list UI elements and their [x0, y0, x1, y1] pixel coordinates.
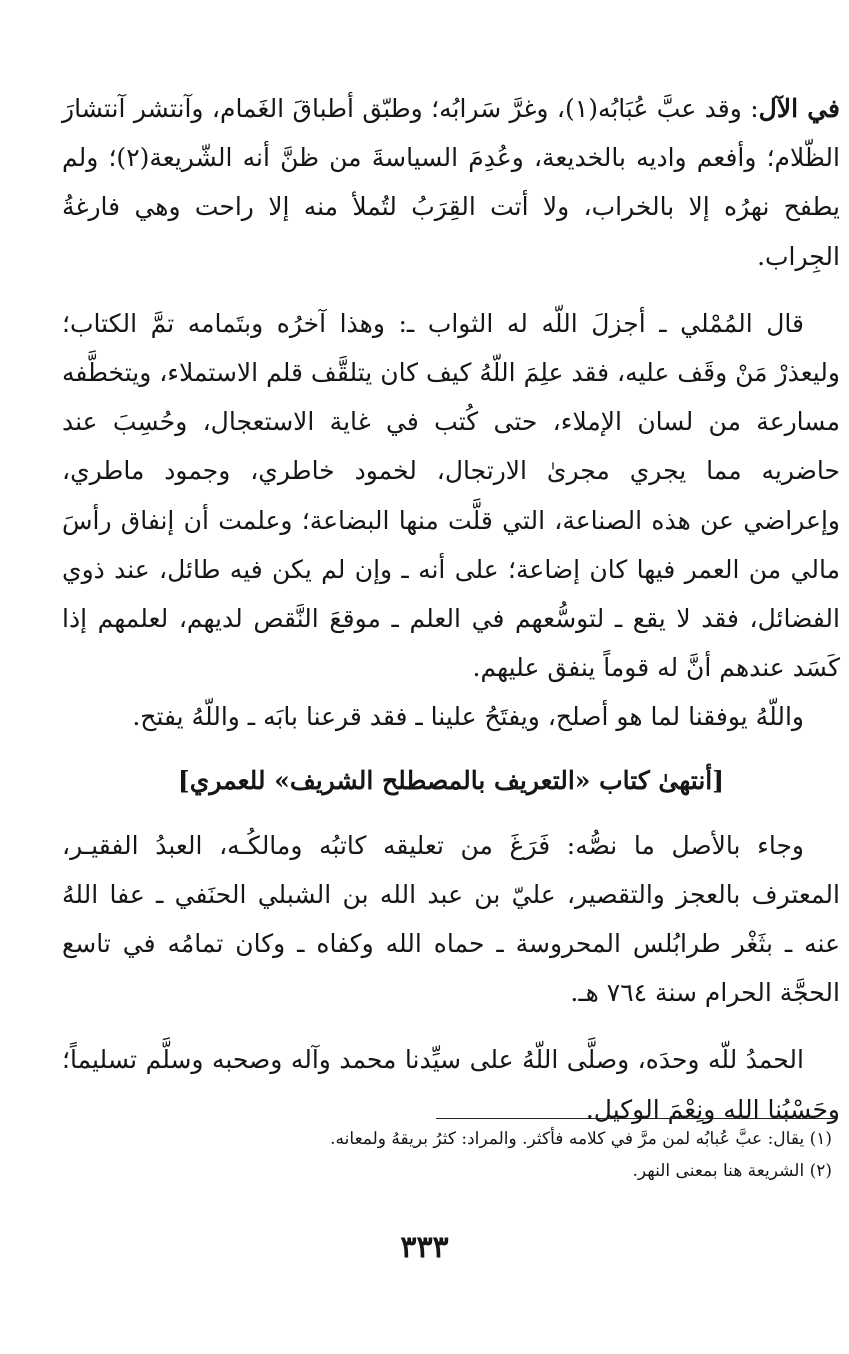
paragraph-1	[62, 84, 840, 281]
page-number: ٣٣٣	[400, 1230, 449, 1265]
paragraph-3: واللّهُ يوفقنا لما هو أصلح، ويفتَحُ علينا ـ فقد قرعنا بابَه ـ واللّهُ يفتح.	[132, 702, 804, 732]
footnotes	[0, 1118, 836, 1187]
paragraph-5: الحمدُ للّه وحدَه، وصلَّى اللّهُ على سيِّدنا محمد وآله وصحبه وسلَّم تسليماً؛ وحَسْبُنا الله ونِعْمَ الوكيل.	[62, 1045, 840, 1124]
colophon-heading: [أنتهىٰ كتاب «التعريف بالمصطلح الشريف» للعمري]	[177, 765, 725, 795]
footnote-divider	[436, 1118, 836, 1119]
paragraph-2: قال المُمْلي ـ أجزلَ اللّه له الثواب ـ: وهذا آخرُه وبتَمامه تمَّ الكتاب؛ وليعذرْ مَنْ وقَف عليه، فقد علِمَ اللّهُ كيف كان يتلقَّف قلم الاستملاء، ويتخطَّفه مسارعة من لسان الإملاء، حتى كُتب في غاية الاستعجال، وحُسِبَ عند حاضريه مما يجري مجرىٰ الارتجال، لخمود خاطري، وجمود ماطري، وإعراضي عن هذه الصناعة، التي قلَّت منها البضاعة؛ وعلمت أن إنفاق رأسَ مالي من العمر فيها كان إضاعة؛ على أنه ـ وإن لم يكن فيه طائل، عند ذوي الفضائل، فقد لا يقع ـ لتوسُّعهم في العلم ـ موقعَ النَّقص لديهم، لعلمهم إذا كَسَد عندهم أنَّ له قوماً ينفق عليهم.	[62, 308, 840, 683]
footnote-2: (٢) الشريعة هنا بمعنى النهر.	[632, 1161, 832, 1181]
paragraph-1-lead: في الآل	[758, 94, 841, 123]
main-text	[62, 84, 840, 1134]
paragraph-4: وجاء بالأصل ما نصُّه: فَرَغَ من تعليقه كاتبُه ومالكُـه، العبدُ الفقيـر، المعترف بالعجز والتقصير، عليّ بن عبد الله بن الشبلي الحنَفي ـ عفا اللهُ عنه ـ بثَغْر طرابُلس المحروسة ـ حماه الله وكفاه ـ وكان تمامُه في تاسع الحجَّة الحرام سنة ٧٦٤ هـ.	[62, 830, 840, 1008]
footnote-1: (١) يقال: عبَّ عُبابُه لمن مرَّ في كلامه فأكثر. والمراد: كثرُ بريقهُ ولمعانه.	[330, 1129, 832, 1149]
paragraph-1-text: : وقد عبَّ عُبَابُه(١)، وغرَّ سَرابُه؛ وطبّق أطباقَ الغَمام، وآنتشر آنتشارَ الظّلام؛ وأفعم واديه بالخديعة، وعُدِمَ السياسةَ من ظنَّ أنه الشّريعة(٢)؛ ولم يطفح نهرُه إلا بالخراب، ولا أتت القِرَبُ لتُملأ منه إلا راحت وهي فارغةُ الجِراب.	[62, 94, 840, 271]
